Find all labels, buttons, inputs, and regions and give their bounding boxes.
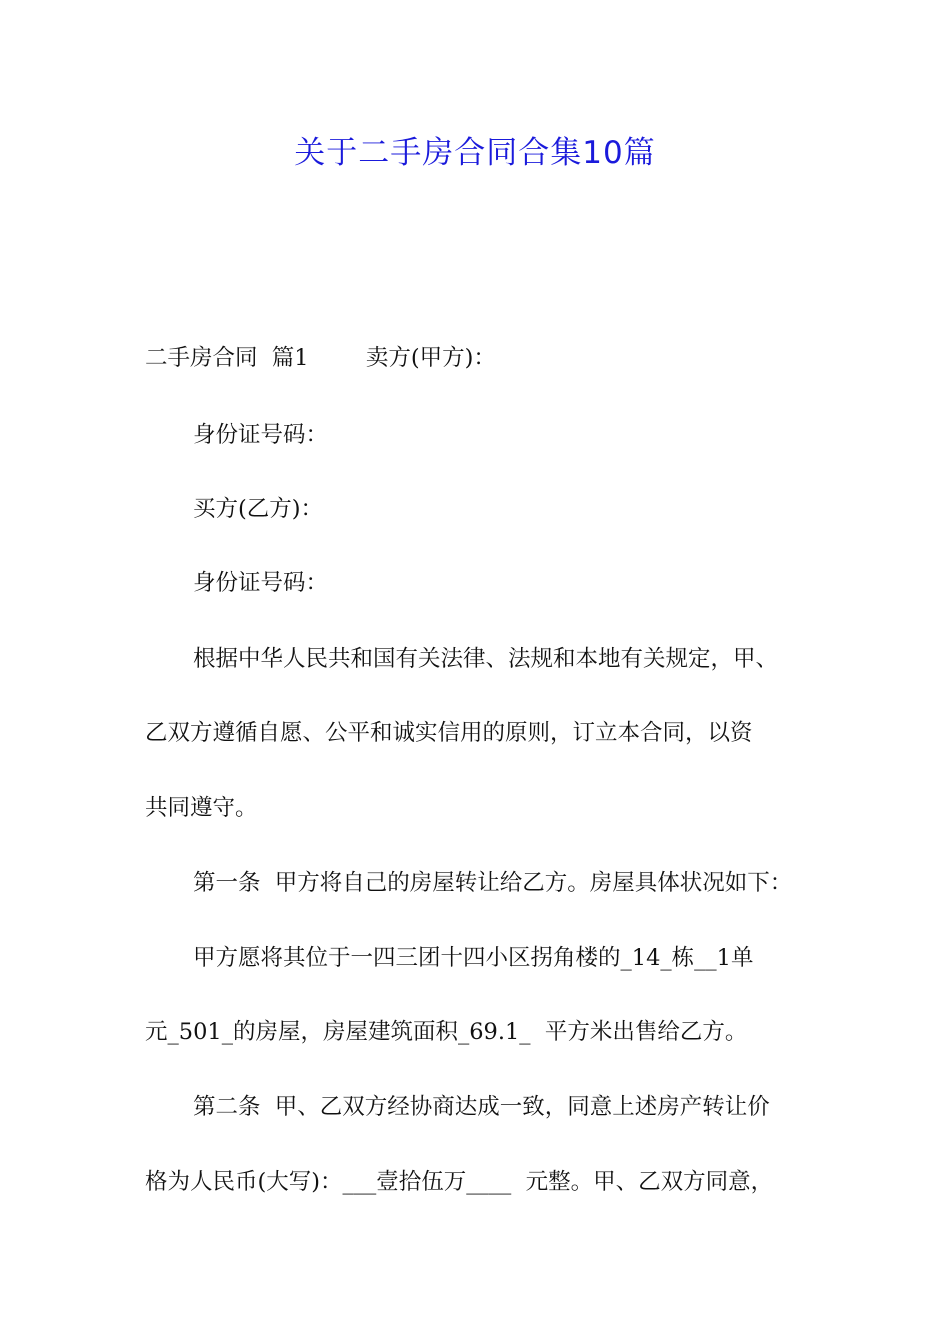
text-line-contract-heading: 二手房合同 篇1 卖方(甲方)： bbox=[145, 345, 496, 371]
text-line-article-2b: 格为人民币(大写)：___壹拾伍万____ 元整。甲、乙双方同意， bbox=[145, 1169, 774, 1195]
text-line-seller-id: 身份证号码： bbox=[193, 422, 329, 448]
text-line-article-1: 第一条 甲方将自己的房屋转让给乙方。房屋具体状况如下： bbox=[193, 870, 793, 896]
document-title: 关于二手房合同合集10篇 bbox=[294, 135, 656, 171]
text-line-paragraph-1b: 乙双方遵循自愿、公平和诚实信用的原则，订立本合同，以资 bbox=[145, 720, 753, 746]
text-line-paragraph-1c: 共同遵守。 bbox=[145, 795, 258, 821]
text-line-paragraph-1a: 根据中华人民共和国有关法律、法规和本地有关规定，甲、 bbox=[193, 646, 779, 672]
text-line-article-2a: 第二条 甲、乙双方经协商达成一致，同意上述房产转让价 bbox=[193, 1094, 770, 1120]
text-line-buyer-id: 身份证号码： bbox=[193, 570, 329, 596]
text-line-buyer: 买方(乙方)： bbox=[193, 496, 324, 522]
text-line-article-1-detail-a: 甲方愿将其位于一四三团十四小区拐角楼的_14_栋__1单 bbox=[193, 945, 754, 971]
text-line-article-1-detail-b: 元_501_的房屋，房屋建筑面积_69.1_ 平方米出售给乙方。 bbox=[145, 1019, 748, 1045]
